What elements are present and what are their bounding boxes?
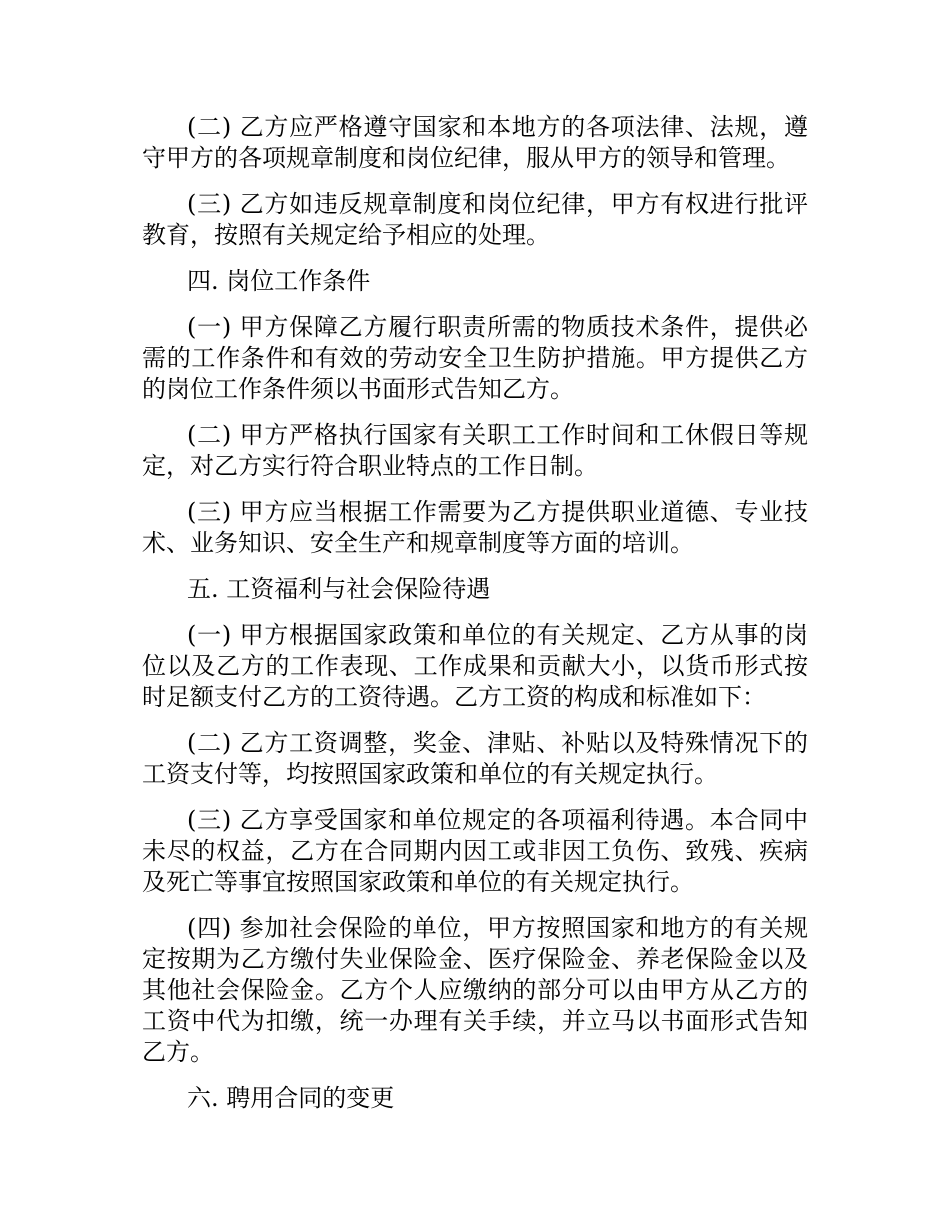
- document-body: [142, 112, 808, 1129]
- section-heading-5: 五. 工资福利与社会保险待遇: [187, 575, 491, 603]
- section-heading-6: 六. 聘用合同的变更: [187, 1084, 395, 1112]
- clause-4-1: (一) 甲方保障乙方履行职责所需的物质技术条件，提供必需的工作条件和有效的劳动安全卫生防护措施。甲方提供乙方的岗位工作条件须以书面形式告知乙方。: [142, 313, 808, 403]
- section-heading-4: 四. 岗位工作条件: [187, 267, 371, 295]
- clause-5-4: (四) 参加社会保险的单位，甲方按照国家和地方的有关规定按期为乙方缴付失业保险金、医疗保险金、养老保险金以及其他社会保险金。乙方个人应缴纳的部分可以由甲方从乙方的工资中代为扣缴，统一办理有关手续，并立马以书面形式告知乙方。: [142, 914, 808, 1066]
- clause-4-3: (三) 甲方应当根据工作需要为乙方提供职业道德、专业技术、业务知识、安全生产和规章制度等方面的培训。: [142, 498, 808, 557]
- clause-2-3-3: (三) 乙方如违反规章制度和岗位纪律，甲方有权进行批评教育，按照有关规定给予相应的处理。: [142, 190, 808, 249]
- clause-5-1: (一) 甲方根据国家政策和单位的有关规定、乙方从事的岗位以及乙方的工作表现、工作成果和贡献大小，以货币形式按时足额支付乙方的工资待遇。乙方工资的构成和标准如下：: [142, 621, 808, 711]
- clause-5-3: (三) 乙方享受国家和单位规定的各项福利待遇。本合同中未尽的权益，乙方在合同期内因工或非因工负伤、致残、疾病及死亡等事宜按照国家政策和单位的有关规定执行。: [142, 806, 808, 896]
- clause-5-2: (二) 乙方工资调整，奖金、津贴、补贴以及特殊情况下的工资支付等，均按照国家政策和单位的有关规定执行。: [142, 729, 808, 788]
- clause-4-2: (二) 甲方严格执行国家有关职工工作时间和工休假日等规定，对乙方实行符合职业特点的工作日制。: [142, 421, 808, 480]
- clause-2-3-2: (二) 乙方应严格遵守国家和本地方的各项法律、法规，遵守甲方的各项规章制度和岗位纪律，服从甲方的领导和管理。: [142, 113, 808, 172]
